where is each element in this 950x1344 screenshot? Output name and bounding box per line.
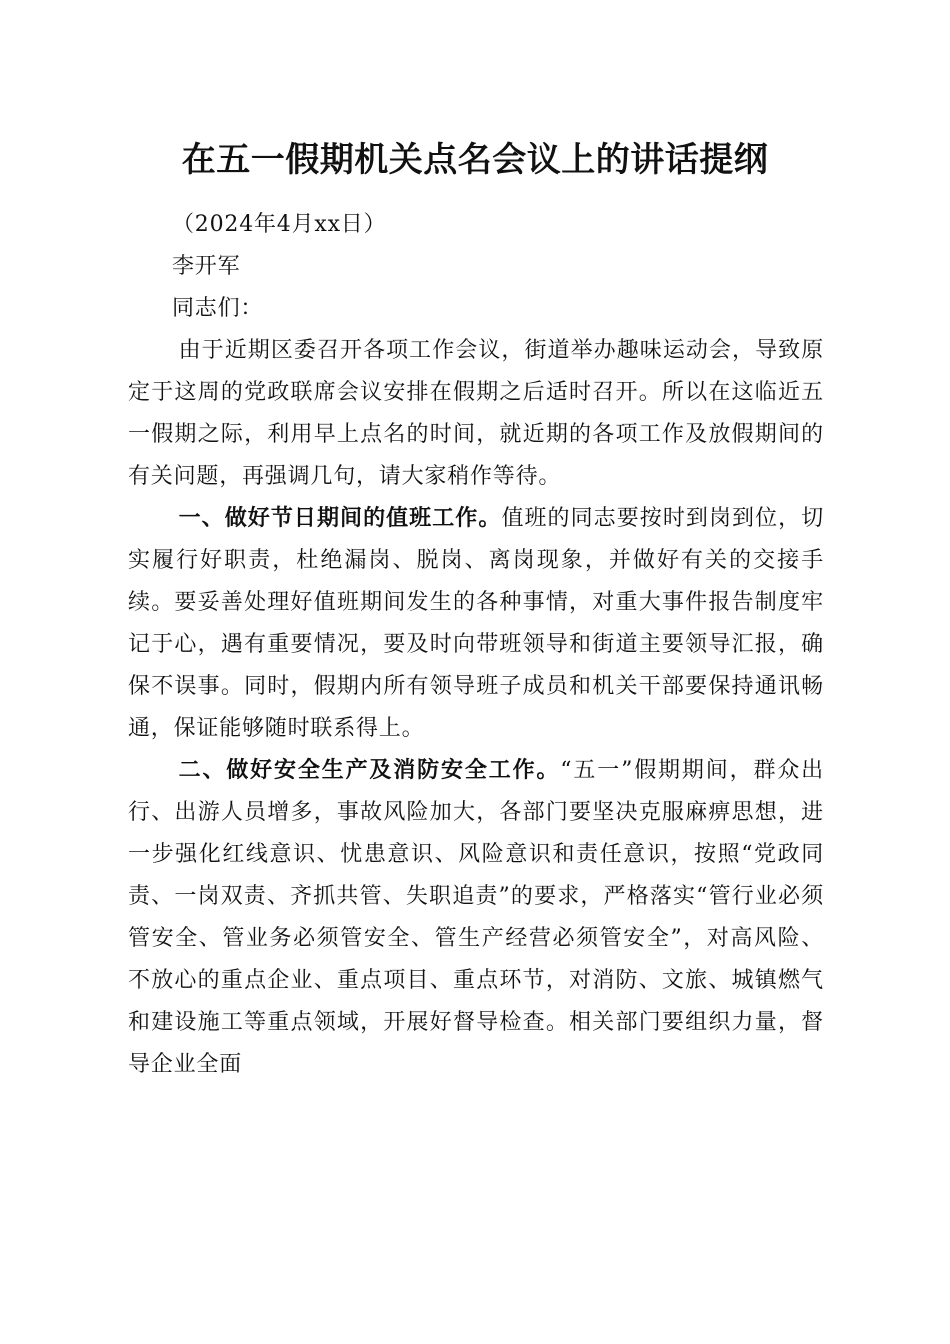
date-line: （2024年4月xx日） bbox=[172, 212, 387, 237]
section-paragraph bbox=[128, 498, 824, 750]
author-name: 李开军 bbox=[172, 254, 241, 279]
section-text: “五一”假期期间，群众出行、出游人员增多，事故风险加大，各部门要坚决克服麻痹思想，进一步强化红线意识、忧患意识、风险意识和责任意识，按照“党政同责、一岗双责、齐抓共管、失职追责”的要求，严格落实“管行业必须管安全、管业务必须管安全、管生产经营必须管安全”，对高风险、不放心的重点企业、重点项目、重点环节，对消防、文旅、城镇燃气和建设施工等重点领域，开展好督导检查。相关部门要组织力量，督导企业全面 bbox=[128, 758, 824, 1077]
salutation: 同志们： bbox=[172, 296, 264, 321]
intro-paragraph: 由于近期区委召开各项工作会议，街道举办趣味运动会，导致原定于这周的党政联席会议安排在假期之后适时召开。所以在这临近五一假期之际，利用早上点名的时间，就近期的各项工作及放假期间的有关问题，再强调几句，请大家稍作等待。 bbox=[128, 338, 824, 489]
document-body bbox=[128, 204, 824, 1086]
document-title: 在五一假期机关点名会议上的讲话提纲 bbox=[181, 140, 769, 180]
section-heading: 二、做好安全生产及消防安全工作。 bbox=[178, 758, 561, 783]
section-paragraph bbox=[128, 750, 824, 1086]
section-text: 值班的同志要按时到岗到位，切实履行好职责，杜绝漏岗、脱岗、离岗现象，并做好有关的交接手续。要妥善处理好值班期间发生的各种事情，对重大事件报告制度牢记于心，遇有重要情况，要及时向带班领导和街道主要领导汇报，确保不误事。同时，假期内所有领导班子成员和机关干部要保持通讯畅通，保证能够随时联系得上。 bbox=[128, 506, 825, 741]
section-heading: 一、做好节日期间的值班工作。 bbox=[178, 506, 502, 531]
